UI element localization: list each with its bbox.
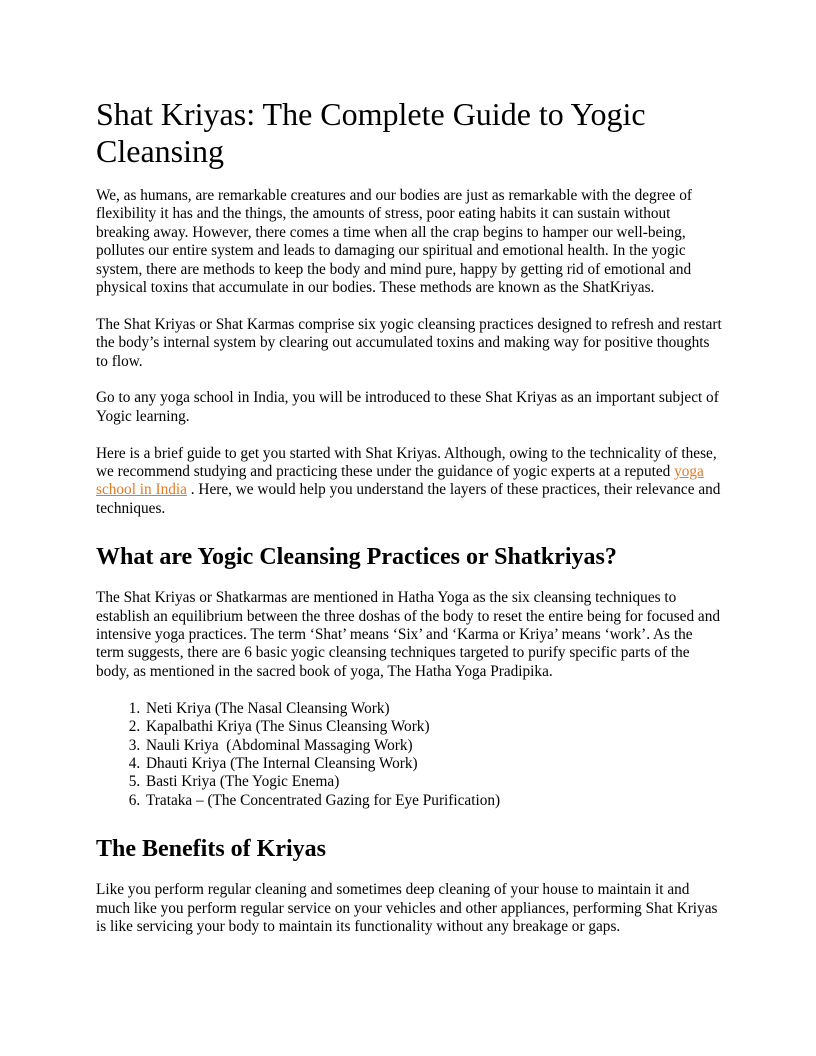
list-item: 6. Trataka – (The Concentrated Gazing for Eye Purification)	[144, 792, 722, 810]
intro-paragraph-2: The Shat Kriyas or Shat Karmas comprise six yogic cleansing practices designed to refresh and restart the body’s internal system by clearing out accumulated toxins and making way for positive thoughts to flow.	[96, 315, 722, 370]
list-item: 4. Dhauti Kriya (The Internal Cleansing Work)	[144, 755, 722, 773]
list-item: 5. Basti Kriya (The Yogic Enema)	[144, 773, 722, 791]
yoga-school-link[interactable]: yoga school in India	[96, 463, 704, 499]
section-heading-shatkriyas: What are Yogic Cleansing Practices or Shatkriyas?	[96, 544, 617, 571]
kriyas-list	[96, 700, 722, 810]
benefits-paragraph: Like you perform regular cleaning and sometimes deep cleaning of your house to maintain it and much like you perform regular service on your vehicles and other appliances, performing Shat Kriyas is like servicing your body to maintain its functionality without any breakage or gaps.	[96, 881, 718, 935]
document-page	[96, 96, 722, 955]
list-item: 1. Neti Kriya (The Nasal Cleansing Work)	[144, 700, 722, 718]
guide-paragraph	[96, 445, 722, 519]
list-item: 3. Nauli Kriya (Abdominal Massaging Work)	[144, 737, 722, 755]
intro-paragraph-1: We, as humans, are remarkable creatures and our bodies are just as remarkable with the degree of flexibility it has and the things, the amounts of stress, poor eating habits it can sustain without breaking away. However, there comes a time when all the crap begins to hamper our well-being, pollutes our entire system and leads to damaging our spiritual and emotional health. In the yogic system, there are methods to keep the body and mind pure, happy by getting rid of emotional and physical toxins that accumulate in our bodies. These methods are known as the ShatKriyas.	[96, 187, 692, 297]
guide-text-before-link: Here is a brief guide to get you started with Shat Kriyas. Although, owing to the technicality of these, we recommend studying and practicing these under the guidance of yogic experts at a reputed	[96, 444, 717, 481]
section-heading-benefits: The Benefits of Kriyas	[96, 836, 326, 863]
guide-text-after-link: . Here, we would help you understand the layers of these practices, their relevance and techniques.	[96, 481, 721, 517]
shatkriyas-paragraph: The Shat Kriyas or Shatkarmas are mentioned in Hatha Yoga as the six cleansing techniques to establish an equilibrium between the three doshas of the body to reset the entire being for focused and intensive yoga practices. The term ‘Shat’ means ‘Six’ and ‘Karma or Kriya’ means ‘work’. As the term suggests, there are 6 basic yogic cleansing techniques targeted to purify specific parts of the body, as mentioned in the sacred book of yoga, The Hatha Yoga Pradipika.	[96, 589, 721, 680]
intro-paragraph-3: Go to any yoga school in India, you will be introduced to these Shat Kriyas as an important subject of Yogic learning.	[96, 389, 719, 425]
list-item: 2. Kapalbathi Kriya (The Sinus Cleansing Work)	[144, 718, 722, 736]
page-title: Shat Kriyas: The Complete Guide to Yogic Cleansing	[96, 96, 646, 169]
